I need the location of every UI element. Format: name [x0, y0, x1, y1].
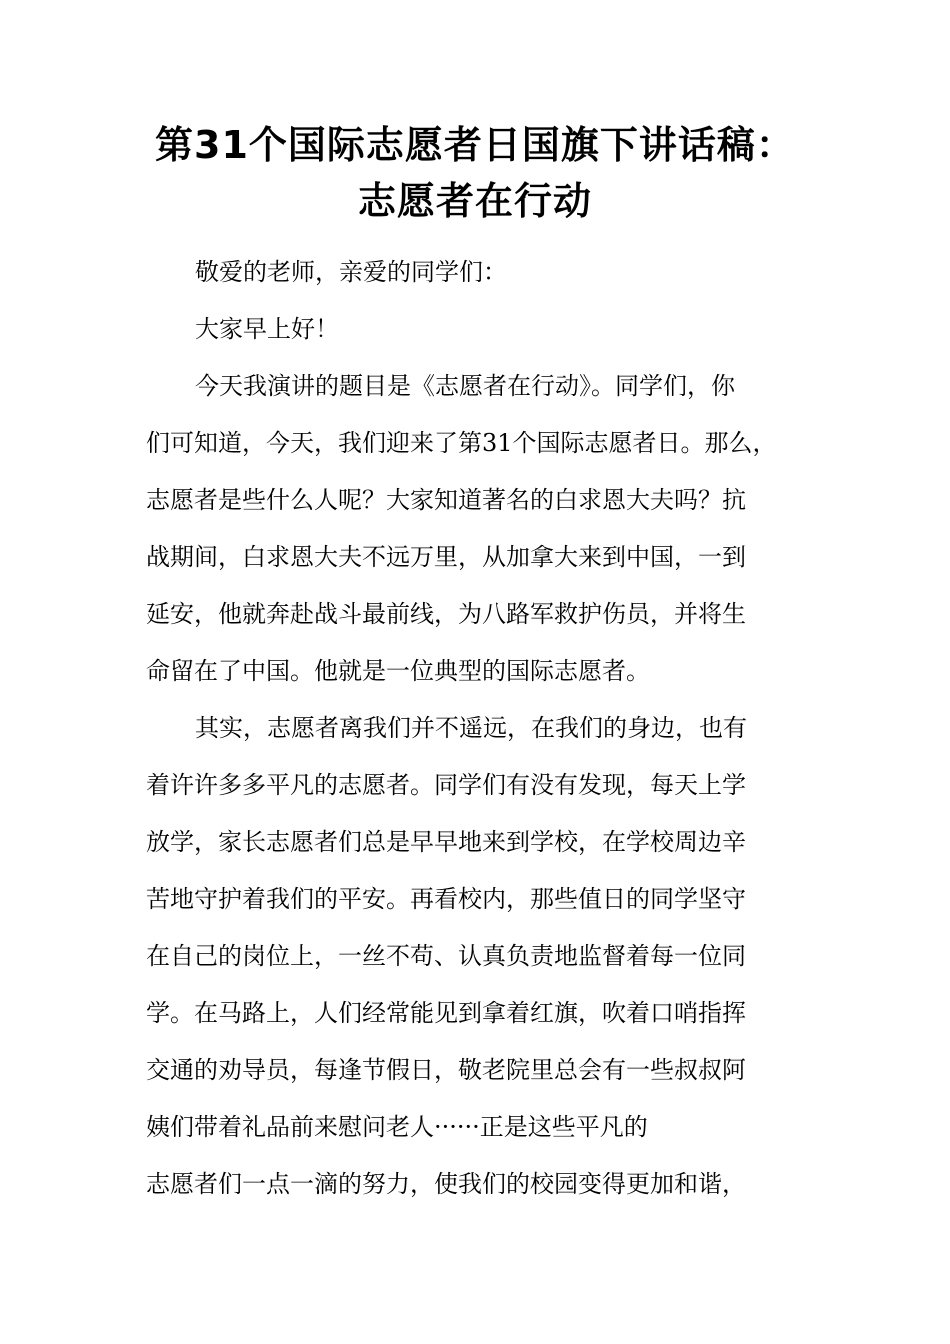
paragraph-line: 命留在了中国。他就是一位典型的国际志愿者。	[146, 657, 650, 685]
paragraph-line: 在自己的岗位上，一丝不苟、认真负责地监督着每一位同	[146, 942, 746, 970]
paragraph-line: 延安，他就奔赴战斗最前线，为八路军救护伤员，并将生	[146, 600, 746, 628]
paragraph-line: 其实，志愿者离我们并不遥远，在我们的身边，也有	[195, 714, 747, 742]
paragraph-line: 交通的劝导员，每逢节假日，敬老院里总会有一些叔叔阿	[146, 1056, 746, 1084]
paragraph-line: 着许许多多平凡的志愿者。同学们有没有发现，每天上学	[146, 771, 746, 799]
paragraph-line: 放学，家长志愿者们总是早早地来到学校，在学校周边辛	[146, 828, 746, 856]
document-title-line-2: 志愿者在行动	[357, 179, 592, 223]
paragraph-line: 们可知道，今天，我们迎来了第31个国际志愿者日。那么，	[146, 429, 777, 457]
paragraph-line: 志愿者们一点一滴的努力，使我们的校园变得更加和谐，	[146, 1170, 746, 1198]
greeting: 大家早上好！	[195, 315, 339, 343]
paragraph-line: 战期间，白求恩大夫不远万里，从加拿大来到中国，一到	[146, 543, 746, 571]
paragraph-line: 学。在马路上，人们经常能见到拿着红旗，吹着口哨指挥	[146, 999, 746, 1027]
document-title-line-1: 第31个国际志愿者日国旗下讲话稿：	[155, 123, 795, 167]
paragraph-line: 姨们带着礼品前来慰问老人······正是这些平凡的	[146, 1113, 648, 1141]
paragraph-line: 苦地守护着我们的平安。再看校内，那些值日的同学坚守	[146, 885, 746, 913]
salutation: 敬爱的老师，亲爱的同学们：	[195, 258, 507, 286]
paragraph-line: 志愿者是些什么人呢？大家知道著名的白求恩大夫吗？抗	[146, 486, 746, 514]
paragraph-line: 今天我演讲的题目是《志愿者在行动》。同学们，你	[195, 372, 735, 400]
